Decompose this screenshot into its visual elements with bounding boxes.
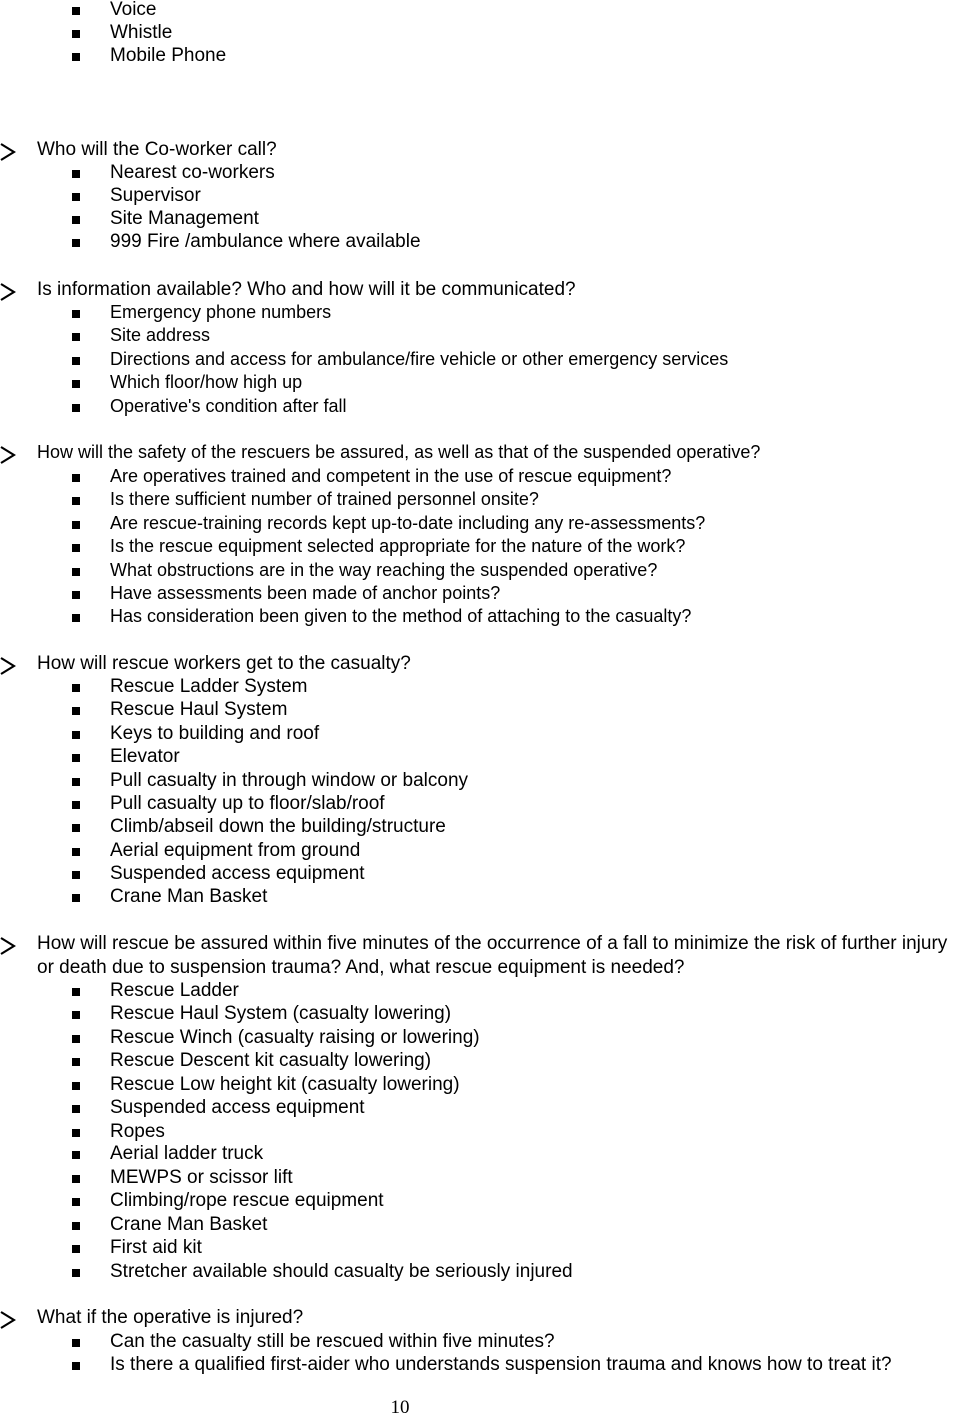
- list-item: Stretcher available should casualty be seriously injured: [110, 1261, 573, 1282]
- square-bullet-icon: [72, 521, 80, 529]
- square-bullet-icon: [72, 1339, 80, 1347]
- list-item: Is the rescue equipment selected appropriate for the nature of the work?: [110, 536, 686, 556]
- list-item: Is there sufficient number of trained personnel onsite?: [110, 489, 539, 509]
- list-item: Aerial ladder truck: [110, 1143, 264, 1164]
- list-item: What obstructions are in the way reaching the suspended operative?: [110, 560, 658, 580]
- list-item: Rescue Haul System: [110, 699, 288, 720]
- list-item: Nearest co-workers: [110, 162, 275, 183]
- square-bullet-icon: [72, 1269, 80, 1277]
- square-bullet-icon: [72, 239, 80, 247]
- list-item: Emergency phone numbers: [110, 302, 332, 322]
- square-bullet-icon: [72, 310, 80, 318]
- square-bullet-icon: [72, 731, 80, 739]
- square-bullet-icon: [72, 404, 80, 412]
- square-bullet-icon: [72, 848, 80, 856]
- list-item: Supervisor: [110, 185, 201, 206]
- list-item: Rescue Haul System (casualty lowering): [110, 1003, 452, 1024]
- arrowhead-icon: [0, 143, 16, 161]
- square-bullet-icon: [72, 193, 80, 201]
- list-item: MEWPS or scissor lift: [110, 1167, 293, 1188]
- section-question: How will rescue be assured within five minutes of the occurrence of a fall to minimize the risk of further injury or death due to suspension trauma? And, what rescue equipment is needed?: [37, 933, 953, 978]
- square-bullet-icon: [72, 1362, 80, 1370]
- square-bullet-icon: [72, 1151, 80, 1159]
- section-question: How will the safety of the rescuers be assured, as well as that of the suspended operative?: [37, 442, 761, 462]
- list-item: Keys to building and roof: [110, 723, 320, 744]
- list-item: Voice: [110, 0, 157, 20]
- square-bullet-icon: [72, 216, 80, 224]
- list-item: Which floor/how high up: [110, 372, 303, 392]
- square-bullet-icon: [72, 544, 80, 552]
- square-bullet-icon: [72, 1035, 80, 1043]
- section-question: Is information available? Who and how will it be communicated?: [37, 279, 576, 300]
- list-item: Directions and access for ambulance/fire vehicle or other emergency services: [110, 349, 729, 369]
- list-item: Aerial equipment from ground: [110, 840, 361, 861]
- list-item: Operative's condition after fall: [110, 396, 347, 416]
- square-bullet-icon: [72, 1011, 80, 1019]
- square-bullet-icon: [72, 1245, 80, 1253]
- list-item: Pull casualty in through window or balcony: [110, 770, 469, 791]
- list-item: Are rescue-training records kept up-to-date including any re-assessments?: [110, 513, 706, 533]
- list-item: Site address: [110, 325, 211, 345]
- square-bullet-icon: [72, 1129, 80, 1137]
- square-bullet-icon: [72, 333, 80, 341]
- list-item: Have assessments been made of anchor points?: [110, 583, 501, 603]
- arrowhead-icon: [0, 446, 16, 464]
- square-bullet-icon: [72, 7, 80, 15]
- list-item: Rescue Low height kit (casualty lowering): [110, 1074, 460, 1095]
- list-item: Rescue Ladder System: [110, 676, 308, 697]
- list-item: Rescue Winch (casualty raising or lowering): [110, 1027, 480, 1048]
- list-item: Site Management: [110, 208, 259, 229]
- list-item: First aid kit: [110, 1237, 202, 1258]
- square-bullet-icon: [72, 568, 80, 576]
- square-bullet-icon: [72, 170, 80, 178]
- list-item: Elevator: [110, 746, 180, 767]
- list-item: 999 Fire /ambulance where available: [110, 231, 421, 252]
- list-item: Pull casualty up to floor/slab/roof: [110, 793, 385, 814]
- square-bullet-icon: [72, 871, 80, 879]
- square-bullet-icon: [72, 1198, 80, 1206]
- list-item: Crane Man Basket: [110, 886, 268, 907]
- square-bullet-icon: [72, 1082, 80, 1090]
- square-bullet-icon: [72, 707, 80, 715]
- square-bullet-icon: [72, 1105, 80, 1113]
- square-bullet-icon: [72, 778, 80, 786]
- list-item: Climb/abseil down the building/structure: [110, 816, 446, 837]
- square-bullet-icon: [72, 1058, 80, 1066]
- square-bullet-icon: [72, 894, 80, 902]
- section-question: What if the operative is injured?: [37, 1307, 304, 1328]
- square-bullet-icon: [72, 988, 80, 996]
- page-number: 10: [390, 1397, 410, 1418]
- list-item: Are operatives trained and competent in the use of rescue equipment?: [110, 466, 672, 486]
- square-bullet-icon: [72, 614, 80, 622]
- list-item: Ropes: [110, 1121, 165, 1142]
- square-bullet-icon: [72, 824, 80, 832]
- square-bullet-icon: [72, 380, 80, 388]
- section-question: Who will the Co-worker call?: [37, 139, 277, 160]
- arrowhead-icon: [0, 937, 16, 955]
- list-item: Climbing/rope rescue equipment: [110, 1190, 384, 1211]
- arrowhead-icon: [0, 283, 16, 301]
- list-item: Has consideration been given to the method of attaching to the casualty?: [110, 606, 692, 626]
- list-item: Whistle: [110, 22, 173, 43]
- list-item: Rescue Descent kit casualty lowering): [110, 1050, 432, 1071]
- list-item: Suspended access equipment: [110, 1097, 365, 1118]
- section-question: How will rescue workers get to the casualty?: [37, 653, 411, 674]
- square-bullet-icon: [72, 357, 80, 365]
- list-item: Crane Man Basket: [110, 1214, 268, 1235]
- square-bullet-icon: [72, 801, 80, 809]
- list-item: Can the casualty still be rescued within five minutes?: [110, 1331, 555, 1352]
- square-bullet-icon: [72, 53, 80, 61]
- square-bullet-icon: [72, 684, 80, 692]
- arrowhead-icon: [0, 1311, 16, 1329]
- list-item: Rescue Ladder: [110, 980, 239, 1001]
- list-item: Suspended access equipment: [110, 863, 365, 884]
- list-item: Mobile Phone: [110, 45, 227, 66]
- square-bullet-icon: [72, 754, 80, 762]
- square-bullet-icon: [72, 474, 80, 482]
- arrowhead-icon: [0, 657, 16, 675]
- square-bullet-icon: [72, 30, 80, 38]
- square-bullet-icon: [72, 591, 80, 599]
- list-item: Is there a qualified first-aider who understands suspension trauma and knows how to treat it?: [110, 1354, 892, 1375]
- square-bullet-icon: [72, 497, 80, 505]
- square-bullet-icon: [72, 1222, 80, 1230]
- square-bullet-icon: [72, 1175, 80, 1183]
